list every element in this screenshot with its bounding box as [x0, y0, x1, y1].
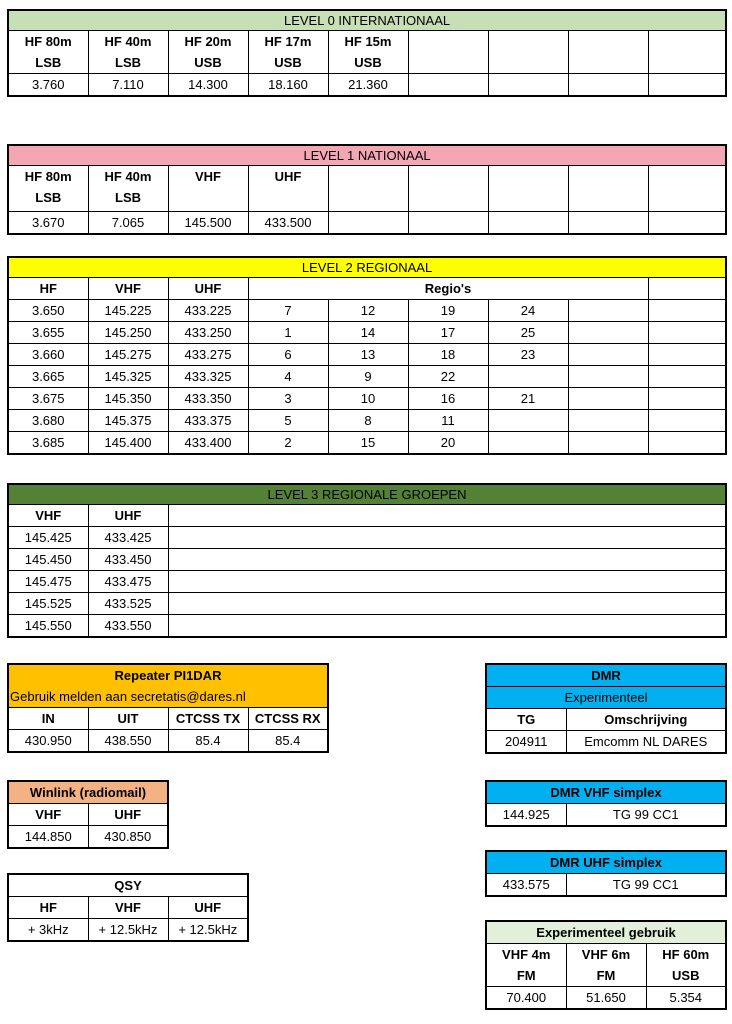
- level2-regio: 9: [328, 366, 408, 388]
- qsy-value: + 3kHz: [8, 919, 88, 942]
- level2-regio: 8: [328, 410, 408, 432]
- level1-band-name: UHF: [274, 169, 302, 184]
- level3-row: [8, 571, 726, 593]
- dmr-value: Emcomm NL DARES: [566, 731, 726, 754]
- level3-freq: 145.425: [8, 527, 88, 549]
- level2-regio: 18: [408, 344, 488, 366]
- repeater-header: UIT: [88, 708, 168, 730]
- level2-freq: 433.375: [168, 410, 248, 432]
- repeater-note: Gebruik melden aan secretatis@dares.nl: [8, 686, 328, 708]
- experimental-band-cell: [566, 944, 646, 987]
- experimental-value: 70.400: [486, 987, 566, 1010]
- level2-regio: 22: [408, 366, 488, 388]
- level2-empty-cell: [568, 410, 648, 432]
- level2-regio: 14: [328, 322, 408, 344]
- level2-empty-cell: [648, 344, 726, 366]
- level2-regio: 4: [248, 366, 328, 388]
- qsy-table: [7, 873, 249, 942]
- winlink-header: VHF: [8, 804, 88, 826]
- experimental-band-name: VHF 4m: [502, 947, 551, 962]
- level0-band-name: HF 20m: [184, 34, 232, 49]
- level2-regio: 7: [248, 300, 328, 322]
- experimental-band-mode: FM: [596, 968, 616, 983]
- level2-regio: 20: [408, 432, 488, 455]
- qsy-header: VHF: [88, 897, 168, 919]
- experimental-value: 51.650: [566, 987, 646, 1010]
- level2-freq: 3.675: [8, 388, 88, 410]
- repeater-header: IN: [8, 708, 88, 730]
- level0-band-mode: USB: [274, 55, 302, 70]
- level0-freq: 7.110: [88, 74, 168, 97]
- level3-empty-cell: [168, 571, 726, 593]
- level2-header: VHF: [88, 278, 168, 300]
- level2-regio: 24: [488, 300, 568, 322]
- level2-row: [8, 432, 726, 455]
- dmr-vhf-title: DMR VHF simplex: [486, 781, 726, 804]
- winlink-value: 144.850: [8, 826, 88, 849]
- level2-freq: 3.655: [8, 322, 88, 344]
- dmr-uhf-title: DMR UHF simplex: [486, 851, 726, 874]
- level2-regio: 25: [488, 322, 568, 344]
- level3-table: [7, 483, 727, 638]
- level3-row: [8, 549, 726, 571]
- level3-title: LEVEL 3 REGIONALE GROEPEN: [8, 484, 726, 505]
- level2-empty-cell: [568, 432, 648, 455]
- level2-regio: 10: [328, 388, 408, 410]
- level2-regio: 11: [408, 410, 488, 432]
- level1-band-cell: [88, 166, 168, 212]
- level2-regio: 1: [248, 322, 328, 344]
- level2-empty-cell: [648, 410, 726, 432]
- level3-rows: [8, 527, 726, 638]
- level3-freq: 145.450: [8, 549, 88, 571]
- level2-empty-cell: [648, 322, 726, 344]
- level2-rows: [8, 300, 726, 455]
- dmr-header: Omschrijving: [566, 709, 726, 731]
- level2-row: [8, 366, 726, 388]
- level2-freq: 433.250: [168, 322, 248, 344]
- level0-title: LEVEL 0 INTERNATIONAAL: [8, 10, 726, 31]
- level2-empty-cell: [568, 322, 648, 344]
- level0-freq: 21.360: [328, 74, 408, 97]
- level2-freq: 145.250: [88, 322, 168, 344]
- level0-freq: 14.300: [168, 74, 248, 97]
- level2-empty-cell: [648, 388, 726, 410]
- level3-freq: 145.550: [8, 615, 88, 638]
- qsy-title: QSY: [8, 874, 248, 897]
- level0-band-name: HF 80m: [24, 34, 72, 49]
- experimental-band-name: VHF 6m: [581, 947, 631, 962]
- level2-regio: 12: [328, 300, 408, 322]
- winlink-value: 430.850: [88, 826, 168, 849]
- level2-empty-cell: [648, 432, 726, 455]
- level1-table: [7, 144, 727, 235]
- level2-row: [8, 300, 726, 322]
- level0-table: [7, 9, 727, 97]
- experimental-table: [485, 920, 727, 1010]
- experimental-value: 5.354: [646, 987, 726, 1010]
- level0-band-name: HF 40m: [104, 34, 152, 49]
- level2-regio: 16: [408, 388, 488, 410]
- level2-regio: [488, 432, 568, 455]
- level2-freq: 433.400: [168, 432, 248, 455]
- level1-band-name: VHF: [195, 169, 221, 184]
- dmr-subtitle: Experimenteel: [486, 687, 726, 709]
- repeater-header: CTCSS RX: [248, 708, 328, 730]
- repeater-value: 85.4: [248, 730, 328, 753]
- level3-empty-cell: [168, 593, 726, 615]
- winlink-table: [7, 780, 169, 849]
- level2-freq: 145.225: [88, 300, 168, 322]
- level3-freq: 433.450: [88, 549, 168, 571]
- level2-empty-cell: [648, 300, 726, 322]
- dmr-value: 204911: [486, 731, 566, 754]
- level0-band-cell: [248, 31, 328, 74]
- experimental-band-mode: USB: [672, 968, 700, 983]
- level3-row: [8, 527, 726, 549]
- dmr-table: [485, 663, 727, 754]
- winlink-header: UHF: [88, 804, 168, 826]
- level2-freq: 145.350: [88, 388, 168, 410]
- dmr-title: DMR: [486, 664, 726, 687]
- qsy-header: HF: [8, 897, 88, 919]
- dmr-header: TG: [486, 709, 566, 731]
- level2-empty-cell: [568, 344, 648, 366]
- level2-regio: 17: [408, 322, 488, 344]
- level2-regio: 6: [248, 344, 328, 366]
- level2-freq: 433.350: [168, 388, 248, 410]
- repeater-header: CTCSS TX: [168, 708, 248, 730]
- level2-freq: 3.685: [8, 432, 88, 455]
- level0-band-mode: LSB: [115, 55, 141, 70]
- dmr-uhf-tg: TG 99 CC1: [566, 874, 726, 897]
- level0-band-cell: [328, 31, 408, 74]
- level1-band-cell: [8, 166, 88, 212]
- level0-band-name: HF 17m: [264, 34, 312, 49]
- level1-band-name: HF 40m: [104, 169, 152, 184]
- level2-header: UHF: [168, 278, 248, 300]
- level2-header: HF: [8, 278, 88, 300]
- level3-freq: 433.475: [88, 571, 168, 593]
- level3-freq: 145.525: [8, 593, 88, 615]
- level2-row: [8, 410, 726, 432]
- dmr-uhf-table: [485, 850, 727, 897]
- qsy-value: + 12.5kHz: [168, 919, 248, 942]
- level2-regio: 5: [248, 410, 328, 432]
- repeater-value: 438.550: [88, 730, 168, 753]
- level2-empty-cell: [568, 366, 648, 388]
- level0-band-mode: USB: [194, 55, 222, 70]
- level1-freq: 433.500: [248, 212, 328, 235]
- experimental-band-cell: [646, 944, 726, 987]
- level2-regio: 3: [248, 388, 328, 410]
- level0-band-cell: [8, 31, 88, 74]
- level2-freq: 3.660: [8, 344, 88, 366]
- level2-freq: 3.650: [8, 300, 88, 322]
- level1-band-cell: [248, 166, 328, 212]
- level2-regio: 13: [328, 344, 408, 366]
- level0-freq: 3.760: [8, 74, 88, 97]
- experimental-band-cell: [486, 944, 566, 987]
- level3-header: VHF: [8, 505, 88, 527]
- level1-band-cell: [168, 166, 248, 212]
- qsy-header: UHF: [168, 897, 248, 919]
- experimental-band-mode: FM: [516, 968, 536, 983]
- level0-freq: 18.160: [248, 74, 328, 97]
- level0-band-mode: USB: [354, 55, 382, 70]
- experimental-band-name: HF 60m: [662, 947, 710, 962]
- level3-freq: 433.550: [88, 615, 168, 638]
- level2-empty-cell: [568, 388, 648, 410]
- level2-freq: 433.325: [168, 366, 248, 388]
- level2-freq: 145.325: [88, 366, 168, 388]
- level1-freq: 7.065: [88, 212, 168, 235]
- experimental-title: Experimenteel gebruik: [486, 921, 726, 944]
- level1-title: LEVEL 1 NATIONAAL: [8, 145, 726, 166]
- level2-regio: 21: [488, 388, 568, 410]
- level0-band-cell: [88, 31, 168, 74]
- level3-row: [8, 615, 726, 638]
- level2-row: [8, 388, 726, 410]
- repeater-table: [7, 663, 329, 753]
- level2-regio: 23: [488, 344, 568, 366]
- level3-empty-cell: [168, 527, 726, 549]
- level3-empty-cell: [168, 615, 726, 638]
- repeater-value: 85.4: [168, 730, 248, 753]
- level1-freq: 145.500: [168, 212, 248, 235]
- level2-freq: 145.375: [88, 410, 168, 432]
- level2-freq: 145.275: [88, 344, 168, 366]
- level2-regio: 2: [248, 432, 328, 455]
- dmr-vhf-tg: TG 99 CC1: [566, 804, 726, 827]
- level2-empty-cell: [568, 300, 648, 322]
- repeater-title: Repeater PI1DAR: [8, 664, 328, 686]
- level0-band-cell: [168, 31, 248, 74]
- level3-freq: 145.475: [8, 571, 88, 593]
- level3-freq: 433.525: [88, 593, 168, 615]
- level2-row: [8, 322, 726, 344]
- level2-regios-header: Regio's: [248, 278, 648, 300]
- level2-row: [8, 344, 726, 366]
- level2-freq: 3.680: [8, 410, 88, 432]
- level2-regio: 15: [328, 432, 408, 455]
- level1-freq: 3.670: [8, 212, 88, 235]
- level1-band-mode: LSB: [115, 190, 141, 205]
- level3-row: [8, 593, 726, 615]
- level1-band-mode: LSB: [35, 190, 62, 205]
- level2-regio: [488, 366, 568, 388]
- dmr-vhf-freq: 144.925: [486, 804, 566, 827]
- level1-band-name: HF 80m: [24, 169, 72, 184]
- level3-empty-cell: [168, 549, 726, 571]
- level2-freq: 433.225: [168, 300, 248, 322]
- level0-band-mode: LSB: [35, 55, 62, 70]
- winlink-title: Winlink (radiomail): [8, 781, 168, 804]
- level2-freq: 145.400: [88, 432, 168, 455]
- level2-regio: 19: [408, 300, 488, 322]
- qsy-value: + 12.5kHz: [88, 919, 168, 942]
- repeater-value: 430.950: [8, 730, 88, 753]
- level2-freq: 433.275: [168, 344, 248, 366]
- level0-band-name: HF 15m: [344, 34, 392, 49]
- dmr-vhf-table: [485, 780, 727, 827]
- level2-freq: 3.665: [8, 366, 88, 388]
- level2-title: LEVEL 2 REGIONAAL: [8, 257, 726, 278]
- level2-empty-cell: [648, 366, 726, 388]
- level3-header: UHF: [88, 505, 168, 527]
- level2-regio: [488, 410, 568, 432]
- level3-freq: 433.425: [88, 527, 168, 549]
- level2-table: [7, 256, 727, 455]
- dmr-uhf-freq: 433.575: [486, 874, 566, 897]
